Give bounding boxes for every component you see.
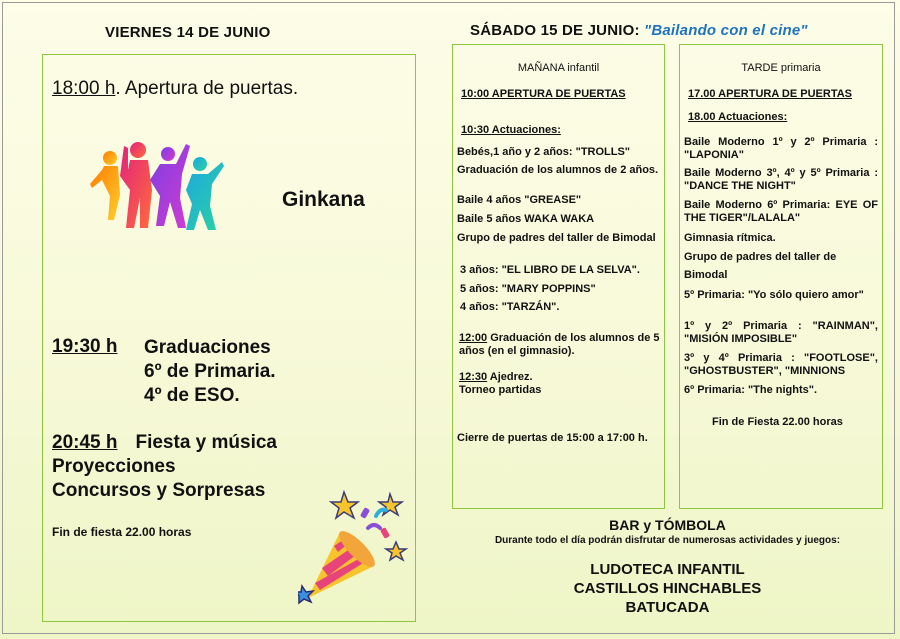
dancing-people-icon <box>90 140 225 235</box>
afternoon-item: Grupo de padres del taller de <box>684 251 837 263</box>
party-text: Fiesta y música <box>135 432 278 453</box>
afternoon-doors-text: 17.00 APERTURA DE PUERTAS <box>688 88 853 100</box>
graduation-time-text: 19:30 h <box>52 336 118 357</box>
activities-list <box>452 560 883 617</box>
afternoon-item: Baile Moderno 3º, 4º y 5º Primaria : "DANCE THE NIGHT" <box>684 167 878 192</box>
afternoon-item: Baile Moderno 6º Primaria: EYE OF THE TIGER"/LALALA" <box>684 199 878 224</box>
afternoon-title: TARDE primaria <box>741 62 821 74</box>
graduation-line: 4º de ESO. <box>144 385 240 406</box>
afternoon-doors <box>688 88 852 101</box>
projections: Proyecciones <box>52 456 176 477</box>
morning-doors-text: 10:00 APERTURA DE PUERTAS <box>461 88 626 100</box>
morning-item: Bebés,1 año y 2 años: "TROLLS" <box>457 146 631 158</box>
bar-tombola: BAR y TÓMBOLA <box>609 517 726 533</box>
friday-heading: VIERNES 14 DE JUNIO <box>105 24 271 41</box>
activity-item: CASTILLOS HINCHABLES <box>573 580 762 597</box>
afternoon-end: Fin de Fiesta 22.00 horas <box>712 416 843 428</box>
afternoon-item: 3º y 4º Primaria : "FOOTLOSE", "GHOSTBUSTER", "MINNIONS <box>684 352 878 377</box>
activities-note: Durante todo el día podrán disfrutar de numerosas actividades y juegos: <box>494 535 841 546</box>
morning-graduation <box>459 332 661 358</box>
morning-chess-text: Ajedrez. <box>487 371 533 383</box>
morning-grad-time: 12:00 <box>459 332 488 344</box>
party-line <box>52 432 277 454</box>
morning-acts <box>461 124 561 137</box>
morning-item: Graduación de los alumnos de 2 años. <box>457 164 659 176</box>
morning-closing: Cierre de puertas de 15:00 a 17:00 h. <box>457 432 648 444</box>
activity-item: BATUCADA <box>625 599 710 616</box>
saturday-subtitle: "Bailando con el cine" <box>644 22 808 39</box>
opening-text: . Apertura de puertas. <box>115 78 299 99</box>
party-popper-icon <box>298 488 413 608</box>
friday-end: Fin de fiesta 22.00 horas <box>52 525 192 539</box>
morning-item: 3 años: "EL LIBRO DE LA SELVA". <box>460 264 640 276</box>
morning-item: 5 años: "MARY POPPINS" <box>460 283 596 295</box>
morning-chess <box>459 371 533 384</box>
afternoon-acts-text: 18.00 Actuaciones: <box>688 111 788 123</box>
morning-item: 4 años: "TARZÁN". <box>460 301 560 313</box>
graduation-line: Graduaciones <box>144 337 271 358</box>
morning-item: Baile 5 años WAKA WAKA <box>457 213 595 225</box>
morning-chess-time: 12:30 <box>459 371 488 383</box>
afternoon-item: 6º Primaria: "The nights". <box>684 384 818 396</box>
opening-line <box>52 78 298 100</box>
morning-item: Grupo de padres del taller de Bimodal <box>457 232 656 244</box>
graduation-lines <box>144 336 276 408</box>
morning-tournament: Torneo partidas <box>459 384 542 396</box>
party-time: 20:45 h <box>52 432 118 453</box>
morning-grad-text: Graduación de los alumnos de 5 años (en el gimnasio). <box>459 332 660 357</box>
activity-item: LUDOTECA INFANTIL <box>590 561 745 578</box>
afternoon-item: 5º Primaria: "Yo sólo quiero amor" <box>684 289 864 301</box>
saturday-heading-text: SÁBADO 15 DE JUNIO: <box>470 22 640 39</box>
ginkana-label: Ginkana <box>282 188 365 211</box>
opening-time: 18:00 h <box>52 78 116 99</box>
afternoon-item: Baile Moderno 1º y 2º Primaria : "LAPONIA" <box>684 136 878 161</box>
morning-item: Baile 4 años "GREASE" <box>457 194 582 206</box>
contests: Concursos y Sorpresas <box>52 480 266 501</box>
morning-acts-text: 10:30 Actuaciones: <box>461 124 561 136</box>
morning-doors <box>461 88 626 101</box>
graduation-line: 6º de Primaria. <box>144 361 276 382</box>
afternoon-acts <box>688 111 787 124</box>
saturday-heading <box>470 22 808 39</box>
afternoon-item: Bimodal <box>684 269 728 281</box>
graduation-time <box>52 336 117 358</box>
afternoon-item: Gimnasia rítmica. <box>684 232 776 244</box>
afternoon-item: 1º y 2º Primaria : "RAINMAN", "MISIÓN IMPOSIBLE" <box>684 320 878 345</box>
morning-title: MAÑANA infantil <box>517 62 600 74</box>
